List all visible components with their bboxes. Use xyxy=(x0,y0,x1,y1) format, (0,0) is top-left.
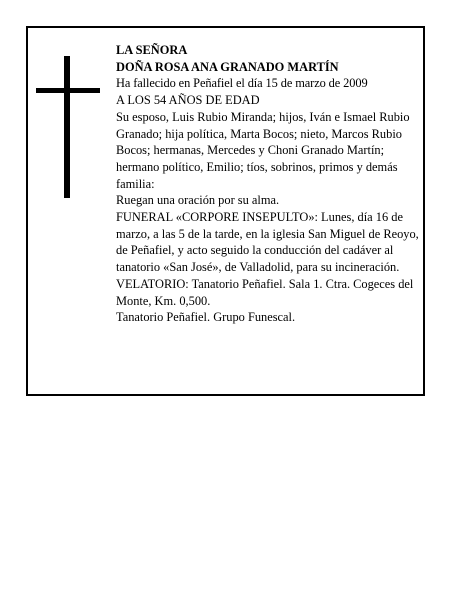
cross-horizontal-bar xyxy=(36,88,100,93)
family-list: Su esposo, Luis Rubio Miranda; hijos, Iván e Ismael Rubio Granado; hija política, Marta Bocos; nieto, Marcos Rubio Bocos; hermanas, Mercedes y Choni Granado Martín; hermano político, Emilio; tíos, sobrinos, primos y demás familia: xyxy=(116,109,410,191)
cross-vertical-bar xyxy=(64,56,70,198)
cross-icon xyxy=(36,56,100,198)
death-announcement: Ha fallecido en Peñafiel el día 15 de marzo de 2009 xyxy=(116,76,368,91)
obituary-notice xyxy=(26,26,425,396)
funeral-details: FUNERAL «CORPORE INSEPULTO»: Lunes, día 16 de marzo, a las 5 de la tarde, en la iglesia San Miguel de Reoyo, de Peñafiel, y acto seguido la conducción del cadáver al tanatorio «San José», de Valladolid, para su incineración. xyxy=(116,210,419,275)
notice-text xyxy=(116,42,422,326)
wake-details: VELATORIO: Tanatorio Peñafiel. Sala 1. Ctra. Cogeces del Monte, Km. 0,500. xyxy=(116,276,414,308)
age-line: A LOS 54 AÑOS DE EDAD xyxy=(116,93,260,108)
notice-title: LA SEÑORA xyxy=(116,43,188,57)
prayer-request: Ruegan una oración por su alma. xyxy=(116,193,280,208)
funeral-agency: Tanatorio Peñafiel. Grupo Funescal. xyxy=(116,310,296,325)
deceased-name: DOÑA ROSA ANA GRANADO MARTÍN xyxy=(116,59,339,74)
